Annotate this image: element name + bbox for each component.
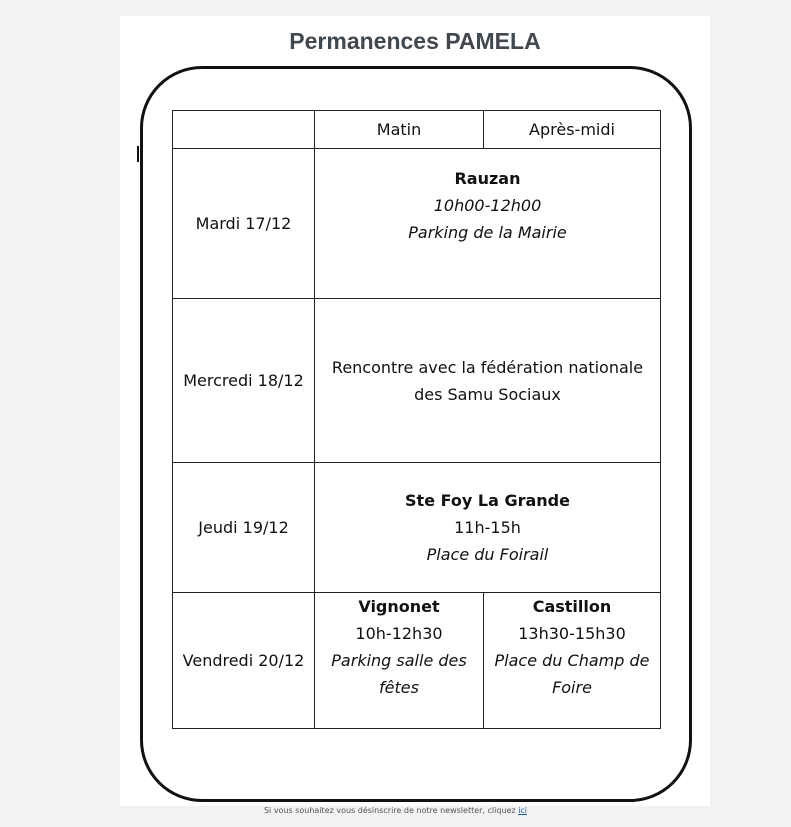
place-label: Parking salle des <box>331 651 467 670</box>
day-cell: Mardi 17/12 <box>173 149 315 299</box>
schedule-table <box>172 110 661 729</box>
place-label: Place du Foirail <box>426 545 549 564</box>
unsubscribe-text: Si vous souhaitez vous désinscrire de notre newsletter, cliquez <box>263 806 519 815</box>
afternoon-slot-cell <box>484 593 661 729</box>
time-label: 11h-15h <box>454 518 521 537</box>
day-cell: Mercredi 18/12 <box>173 299 315 463</box>
time-label: 10h00-12h00 <box>433 196 542 215</box>
slot-cell <box>315 463 661 593</box>
header-morning-cell: Matin <box>315 111 484 149</box>
place-label: Parking de la Mairie <box>408 223 567 242</box>
page-title: Permanences PAMELA <box>289 28 541 54</box>
location-label: Rauzan <box>454 169 521 188</box>
unsubscribe-link[interactable]: ici <box>518 806 528 815</box>
header-blank-cell <box>173 111 315 149</box>
header-afternoon-cell: Après-midi <box>484 111 661 149</box>
place-label: Foire <box>552 678 592 697</box>
unsubscribe-footer <box>0 806 791 815</box>
table-row-mardi <box>173 149 661 299</box>
event-text-line: des Samu Sociaux <box>414 384 561 404</box>
location-label: Castillon <box>532 597 612 616</box>
place-label: Place du Champ de <box>494 651 650 670</box>
place-label: fêtes <box>379 678 419 697</box>
slot-cell <box>315 299 661 463</box>
time-label: 10h-12h30 <box>355 624 443 643</box>
morning-slot-cell <box>315 593 484 729</box>
day-cell: Vendredi 20/12 <box>173 593 315 729</box>
location-label: Ste Foy La Grande <box>405 491 570 510</box>
day-cell: Jeudi 19/12 <box>173 463 315 593</box>
location-label: Vignonet <box>358 597 440 616</box>
table-row-jeudi <box>173 463 661 593</box>
event-text-line: Rencontre avec la fédération nationale <box>331 357 644 377</box>
table-row-mercredi <box>173 299 661 463</box>
table-row-vendredi <box>173 593 661 729</box>
slot-cell <box>315 149 661 299</box>
table-header-row <box>173 111 661 149</box>
frame-mark <box>137 146 139 162</box>
time-label: 13h30-15h30 <box>518 624 626 643</box>
